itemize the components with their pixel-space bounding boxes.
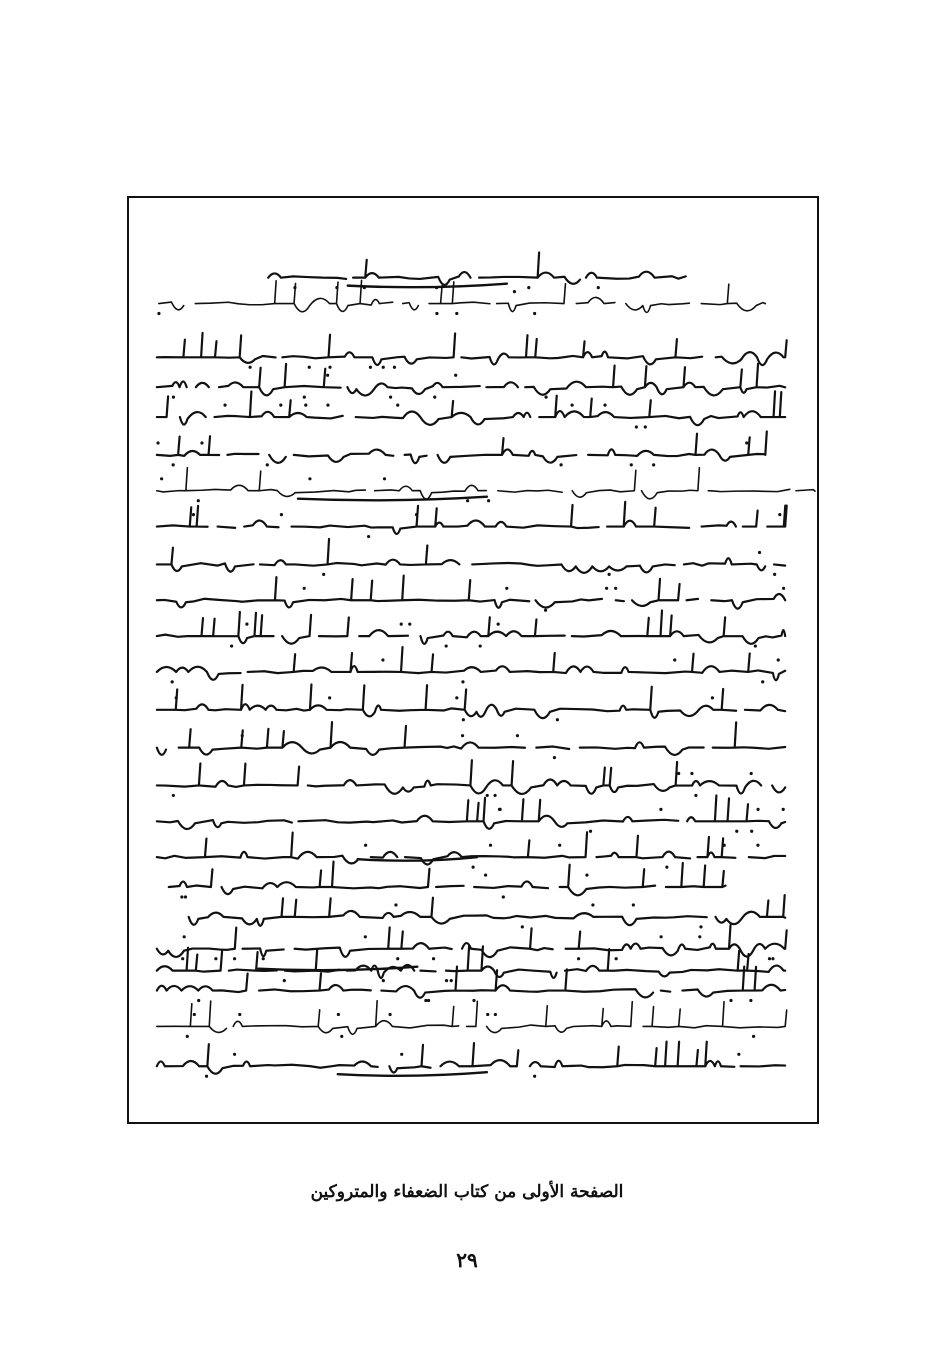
handwriting-line <box>157 333 787 365</box>
diacritic-dot <box>454 374 457 377</box>
diacritic-dot <box>394 903 397 906</box>
diacritic-dot <box>585 873 588 876</box>
diacritic-dot <box>180 895 183 898</box>
page-number: ٢٩ <box>456 1248 478 1272</box>
diacritic-dot <box>486 794 489 797</box>
handwriting-line <box>157 576 785 609</box>
handwriting-line <box>157 647 785 680</box>
diacritic-dot <box>494 1013 497 1016</box>
diacritic-dot <box>197 499 200 502</box>
diacritic-dot <box>497 623 500 626</box>
handwriting-line <box>157 796 785 830</box>
diacritic-dot <box>533 1075 536 1078</box>
diacritic-dot <box>499 808 502 811</box>
diacritic-dot <box>367 535 370 538</box>
diacritic-dot <box>745 441 748 444</box>
handwriting-line <box>169 862 726 896</box>
diacritic-dot <box>396 957 399 960</box>
diacritic-dot <box>777 658 780 661</box>
diacritic-dot <box>364 844 367 847</box>
diacritic-dot <box>369 366 372 369</box>
diacritic-dot <box>238 1013 241 1016</box>
underline-stroke <box>298 497 487 501</box>
diacritic-dot <box>388 1013 391 1016</box>
diacritic-dot <box>408 623 411 626</box>
diacritic-dot <box>660 935 663 938</box>
diacritic-dot <box>266 463 269 466</box>
diacritic-dot <box>181 957 184 960</box>
diacritic-dot <box>214 957 217 960</box>
diacritic-dot <box>754 644 757 647</box>
diacritic-dot <box>157 312 160 315</box>
diacritic-dot <box>571 404 574 407</box>
diacritic-dot <box>782 808 785 811</box>
diacritic-dot <box>729 999 732 1002</box>
handwriting-line <box>268 252 686 284</box>
diacritic-dot <box>773 573 776 576</box>
diacritic-dot <box>445 979 448 982</box>
diacritic-dot <box>393 366 396 369</box>
diacritic-dot <box>455 312 458 315</box>
diacritic-dot <box>328 696 331 699</box>
diacritic-dot <box>533 312 536 315</box>
diacritic-dot <box>756 844 759 847</box>
diacritic-dot <box>262 957 265 960</box>
handwriting-line <box>157 539 785 573</box>
diacritic-dot <box>389 396 392 399</box>
diacritic-dot <box>364 935 367 938</box>
diacritic-dot <box>750 772 753 775</box>
diacritic-dot <box>750 830 753 833</box>
diacritic-dot <box>516 734 519 737</box>
diacritic-dot <box>505 587 508 590</box>
diacritic-dot <box>303 587 306 590</box>
diacritic-dot <box>303 396 306 399</box>
handwriting-line <box>157 1042 785 1074</box>
diacritic-dot <box>435 312 438 315</box>
diacritic-dot <box>484 873 487 876</box>
diacritic-dot <box>603 404 606 407</box>
diacritic-dot <box>615 957 618 960</box>
diacritic-dot <box>172 463 175 466</box>
handwriting-line <box>157 391 785 425</box>
handwriting-line <box>157 1001 787 1035</box>
handwriting-line <box>157 925 787 957</box>
diacritic-dot <box>171 680 174 683</box>
diacritic-dot <box>279 404 282 407</box>
diacritic-dot <box>756 808 759 811</box>
figure-caption: الصفحة الأولى من كتاب الضعفاء والمتروكين <box>310 1182 624 1202</box>
diacritic-dot <box>241 734 244 737</box>
diacritic-dot <box>502 895 505 898</box>
diacritic-dot <box>382 979 385 982</box>
diacritic-dot <box>328 366 331 369</box>
diacritic-dot <box>768 957 771 960</box>
diacritic-dot <box>183 935 186 938</box>
handwriting-line <box>189 895 786 926</box>
manuscript-handwriting-image <box>129 198 817 1122</box>
diacritic-dot <box>771 957 774 960</box>
handwriting-line <box>157 946 785 978</box>
diacritic-dot <box>172 794 175 797</box>
diacritic-dot <box>558 844 561 847</box>
diacritic-dot <box>632 903 635 906</box>
diacritic-dot <box>400 1053 403 1056</box>
diacritic-dot <box>559 463 562 466</box>
diacritic-dot <box>690 772 693 775</box>
diacritic-dot <box>230 644 233 647</box>
diacritic-dot <box>722 844 725 847</box>
diacritic-dot <box>591 903 594 906</box>
diacritic-dot <box>400 623 403 626</box>
handwriting-line <box>157 832 785 864</box>
diacritic-dot <box>156 441 159 444</box>
diacritic-dot <box>322 573 325 576</box>
diacritic-dot <box>761 680 764 683</box>
diacritic-dot <box>479 644 482 647</box>
diacritic-dot <box>711 696 714 699</box>
diacritic-dot <box>652 463 655 466</box>
diacritic-dot <box>280 513 283 516</box>
diacritic-dot <box>432 957 435 960</box>
diacritic-dot <box>472 866 475 869</box>
diacritic-dot <box>249 366 252 369</box>
diacritic-dot <box>462 718 465 721</box>
diacritic-dot <box>233 957 236 960</box>
diacritic-dot <box>553 756 556 759</box>
diacritic-dot <box>544 396 547 399</box>
diacritic-dot <box>677 772 680 775</box>
diacritic-dot <box>200 441 203 444</box>
diacritic-dot <box>782 587 785 590</box>
diacritic-dot <box>175 696 178 699</box>
diacritic-dot <box>614 587 617 590</box>
diacritic-dot <box>752 1035 755 1038</box>
diacritic-dot <box>184 895 187 898</box>
diacritic-dot <box>589 830 592 833</box>
underline-stroke <box>338 1072 487 1076</box>
diacritic-dot <box>635 425 638 428</box>
handwriting-line <box>157 611 785 644</box>
handwriting-line <box>157 468 815 499</box>
diacritic-dot <box>489 844 492 847</box>
diacritic-dot <box>415 513 418 516</box>
diacritic-dot <box>737 1053 740 1056</box>
manuscript-image-frame <box>127 196 819 1124</box>
diacritic-dot <box>461 734 464 737</box>
diacritic-dot <box>283 979 286 982</box>
diacritic-dot <box>308 477 311 480</box>
diacritic-dot <box>160 477 163 480</box>
diacritic-dot <box>245 623 248 626</box>
diacritic-dot <box>340 1035 343 1038</box>
diacritic-dot <box>337 1013 340 1016</box>
diacritic-dot <box>383 477 386 480</box>
diacritic-dot <box>304 404 307 407</box>
diacritic-dot <box>427 999 430 1002</box>
handwriting-line <box>157 502 787 534</box>
diacritic-dot <box>527 286 530 289</box>
diacritic-dot <box>644 425 647 428</box>
diacritic-dot <box>577 957 580 960</box>
handwriting-line <box>157 722 785 755</box>
diacritic-dot <box>455 696 458 699</box>
diacritic-dot <box>433 396 436 399</box>
diacritic-dot <box>556 718 559 721</box>
diacritic-dot <box>659 808 662 811</box>
diacritic-dot <box>698 935 701 938</box>
handwriting-line <box>157 760 785 794</box>
diacritic-dot <box>597 286 600 289</box>
diacritic-dot <box>326 374 329 377</box>
handwriting-line <box>157 684 785 718</box>
diacritic-dot <box>694 794 697 797</box>
diacritic-dot <box>735 830 738 833</box>
handwriting-line <box>157 431 767 463</box>
diacritic-dot <box>450 979 453 982</box>
diacritic-dot <box>778 513 781 516</box>
diacritic-dot <box>608 573 611 576</box>
diacritic-dot <box>758 551 761 554</box>
diacritic-dot <box>192 513 195 516</box>
underline-stroke <box>258 967 417 971</box>
diacritic-dot <box>665 866 668 869</box>
diacritic-dot <box>630 463 633 466</box>
diacritic-dot <box>521 925 524 928</box>
diacritic-dot <box>197 999 200 1002</box>
diacritic-dot <box>193 1013 196 1016</box>
diacritic-dot <box>749 999 752 1002</box>
diacritic-dot <box>205 1075 208 1078</box>
diacritic-dot <box>308 366 311 369</box>
diacritic-dot <box>445 644 448 647</box>
diacritic-dot <box>486 1013 489 1016</box>
diacritic-dot <box>461 680 464 683</box>
diacritic-dot <box>326 404 329 407</box>
diacritic-dot <box>487 499 490 502</box>
diacritic-dot <box>382 366 385 369</box>
diacritic-dot <box>466 499 469 502</box>
diacritic-dot <box>605 587 608 590</box>
diacritic-dot <box>223 404 226 407</box>
diacritic-dot <box>472 999 475 1002</box>
diacritic-dot <box>396 404 399 407</box>
diacritic-dot <box>186 1035 189 1038</box>
diacritic-dot <box>673 658 676 661</box>
diacritic-dot <box>699 925 702 928</box>
diacritic-dot <box>172 396 175 399</box>
diacritic-dot <box>493 794 496 797</box>
diacritic-dot <box>544 609 547 612</box>
underline-stroke <box>348 284 507 288</box>
diacritic-dot <box>513 290 516 293</box>
diacritic-dot <box>233 1053 236 1056</box>
diacritic-dot <box>381 658 384 661</box>
